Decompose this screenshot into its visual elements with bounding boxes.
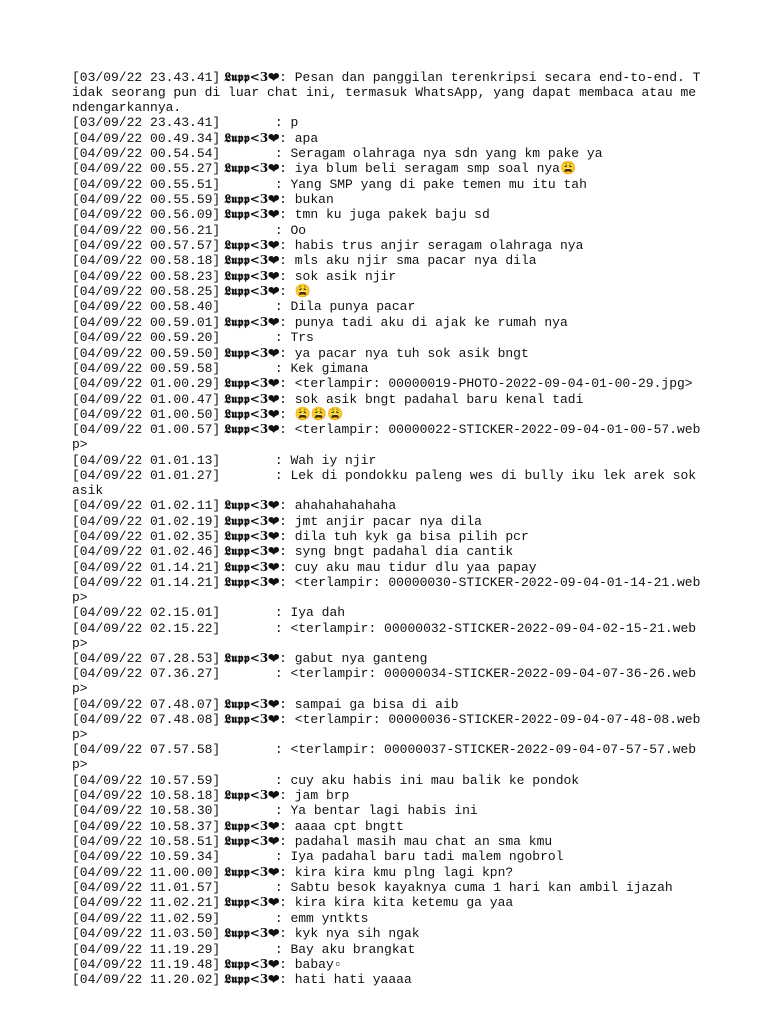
message-text: : Bay aku brangkat [220, 941, 416, 957]
chat-message [72, 253, 702, 268]
chat-message [72, 544, 702, 559]
message-sender: 𝕷𝖚𝖕𝖕<3❤ [220, 391, 280, 406]
message-text: : Pesan dan panggilan terenkripsi secara end-to-end. Tidak seorang pun di luar chat ini, termasuk WhatsApp, yang dapat membaca atau mendengarkannya. [72, 70, 701, 115]
chat-message [72, 392, 702, 407]
chat-message [72, 803, 702, 818]
chat-message [72, 942, 702, 957]
chat-message [72, 284, 702, 299]
message-sender: 𝕷𝖚𝖕𝖕<3❤ [220, 574, 280, 589]
message-text: : Dila punya pacar [220, 299, 416, 315]
message-timestamp: [04/09/22 10.59.34] [72, 849, 221, 865]
chat-message [72, 819, 702, 834]
message-text: : sampai ga bisa di aib [279, 696, 459, 712]
message-timestamp: [04/09/22 10.58.37] [72, 818, 221, 834]
message-text: : <terlampir: 00000037-STICKER-2022-09-04-07-57-57.webp> [72, 742, 697, 773]
chat-message [72, 621, 702, 651]
chat-message [72, 192, 702, 207]
message-sender: 𝕷𝖚𝖕𝖕<3❤ [220, 422, 280, 437]
message-timestamp: [03/09/22 23.43.41] [72, 115, 221, 131]
chat-message [72, 865, 702, 880]
message-sender: 𝕷𝖚𝖕𝖕<3❤ [220, 956, 280, 971]
message-timestamp: [04/09/22 01.00.29] [72, 376, 221, 392]
message-sender: 𝕷𝖚𝖕𝖕<3❤ [220, 207, 280, 222]
message-sender: 𝕷𝖚𝖕𝖕<3❤ [220, 192, 280, 207]
message-text: : kira kira kita ketemu ga yaa [279, 895, 514, 911]
message-text: : syng bngt padahal dia cantik [279, 544, 514, 560]
message-timestamp: [04/09/22 11.03.50] [72, 926, 221, 942]
message-text: : apa [279, 130, 319, 146]
message-timestamp: [04/09/22 00.55.27] [72, 161, 221, 177]
message-timestamp: [04/09/22 01.01.13] [72, 452, 221, 468]
chat-message [72, 895, 702, 910]
chat-message [72, 346, 702, 361]
chat-message [72, 651, 702, 666]
message-sender: 𝕷𝖚𝖕𝖕<3❤ [220, 696, 280, 711]
chat-message [72, 453, 702, 468]
message-timestamp: [04/09/22 11.02.59] [72, 910, 221, 926]
message-timestamp: [04/09/22 01.00.57] [72, 422, 221, 438]
message-timestamp: [04/09/22 10.58.30] [72, 803, 221, 819]
chat-message [72, 299, 702, 314]
message-text: : emm yntkts [220, 910, 369, 926]
message-text: : padahal masih mau chat an sma kmu [279, 834, 553, 850]
message-sender: 𝕷𝖚𝖕𝖕<3❤ [220, 528, 280, 543]
message-text: : Lek di pondokku paleng wes di bully iku lek arek sok asik [72, 467, 704, 498]
message-timestamp: [04/09/22 07.28.53] [72, 651, 221, 666]
message-text: : Yang SMP yang di pake temen mu itu tah [220, 176, 587, 192]
message-timestamp: [04/09/22 00.58.18] [72, 253, 221, 269]
message-text: : dila tuh kyk ga bisa pilih pcr [279, 528, 529, 544]
message-text: : Kek gimana [220, 360, 369, 376]
message-timestamp: [04/09/22 07.48.08] [72, 712, 221, 728]
message-sender: 𝕷𝖚𝖕𝖕<3❤ [220, 130, 280, 145]
message-text: : mls aku njir sma pacar nya dila [279, 253, 537, 269]
message-timestamp: [04/09/22 11.02.21] [72, 895, 221, 911]
chat-message [72, 575, 702, 605]
message-sender: 𝕷𝖚𝖕𝖕<3❤ [220, 238, 280, 253]
chat-message [72, 972, 702, 987]
message-text: : cuy aku mau tidur dlu yaa papay [279, 559, 537, 575]
message-timestamp: [04/09/22 07.57.58] [72, 742, 221, 758]
chat-message [72, 742, 702, 772]
message-text: : habis trus anjir seragam olahraga nya [279, 238, 584, 254]
message-timestamp: [04/09/22 02.15.01] [72, 605, 221, 621]
message-text: : Wah iy njir [220, 452, 377, 468]
message-timestamp: [04/09/22 10.58.51] [72, 834, 221, 850]
message-text: : Ya bentar lagi habis ini [220, 803, 478, 819]
message-timestamp: [04/09/22 00.58.40] [72, 299, 221, 315]
message-sender: 𝕷𝖚𝖕𝖕<3❤ [220, 498, 280, 513]
chat-message [72, 498, 702, 513]
message-sender: 𝕷𝖚𝖕𝖕<3❤ [220, 376, 280, 391]
message-sender: 𝕷𝖚𝖕𝖕<3❤ [220, 651, 280, 665]
message-timestamp: [04/09/22 00.55.51] [72, 176, 221, 192]
message-timestamp: [04/09/22 11.00.00] [72, 864, 221, 880]
message-timestamp: [04/09/22 01.02.35] [72, 528, 221, 544]
message-timestamp: [04/09/22 11.19.48] [72, 956, 221, 972]
message-timestamp: [04/09/22 00.58.23] [72, 268, 221, 284]
chat-message [72, 115, 702, 130]
message-text: : jmt anjir pacar nya dila [279, 513, 482, 529]
chat-message [72, 788, 702, 803]
message-timestamp: [04/09/22 01.14.21] [72, 559, 221, 575]
message-timestamp: [04/09/22 01.00.47] [72, 391, 221, 407]
message-sender: 𝕷𝖚𝖕𝖕<3❤ [220, 712, 280, 727]
chat-message [72, 529, 702, 544]
message-timestamp: [04/09/22 00.59.50] [72, 345, 221, 361]
message-text: : <terlampir: 00000019-PHOTO-2022-09-04-01-00-29.jpg> [279, 376, 693, 392]
message-timestamp: [04/09/22 11.20.02] [72, 972, 221, 988]
message-timestamp: [04/09/22 00.59.20] [72, 330, 221, 346]
message-timestamp: [04/09/22 01.14.21] [72, 574, 221, 590]
message-timestamp: [04/09/22 00.57.57] [72, 238, 221, 254]
message-sender: 𝕷𝖚𝖕𝖕<3❤ [220, 253, 280, 268]
message-timestamp: [04/09/22 00.56.21] [72, 222, 221, 238]
message-sender: 𝕷𝖚𝖕𝖕<3❤ [220, 972, 280, 987]
chat-message [72, 161, 702, 176]
message-text: : kira kira kmu plng lagi kpn? [279, 864, 514, 880]
chat-message [72, 407, 702, 422]
message-text: : jam brp [279, 788, 350, 804]
message-text: : hati hati yaaaa [279, 972, 412, 988]
message-text: : p [220, 115, 299, 131]
message-text: : Sabtu besok kayaknya cuma 1 hari kan ambil ijazah [220, 880, 673, 896]
message-timestamp: [04/09/22 10.57.59] [72, 772, 221, 788]
message-sender: 𝕷𝖚𝖕𝖕<3❤ [220, 70, 280, 84]
message-text: : <terlampir: 00000036-STICKER-2022-09-04-07-48-08.webp> [72, 712, 701, 743]
chat-message [72, 773, 702, 788]
chat-message [72, 207, 702, 222]
message-sender: 𝕷𝖚𝖕𝖕<3❤ [220, 268, 280, 283]
message-sender: 𝕷𝖚𝖕𝖕<3❤ [220, 895, 280, 910]
chat-message [72, 315, 702, 330]
message-sender: 𝕷𝖚𝖕𝖕<3❤ [220, 926, 280, 941]
message-sender: 𝕷𝖚𝖕𝖕<3❤ [220, 406, 280, 421]
message-text: : sok asik bngt padahal baru kenal tadi [279, 391, 584, 407]
chat-message [72, 376, 702, 391]
message-timestamp: [04/09/22 00.54.54] [72, 146, 221, 162]
message-sender: 𝕷𝖚𝖕𝖕<3❤ [220, 834, 280, 849]
message-sender: 𝕷𝖚𝖕𝖕<3❤ [220, 544, 280, 559]
message-timestamp: [04/09/22 00.58.25] [72, 284, 221, 300]
message-text: : Iya dah [220, 605, 346, 621]
message-timestamp: [04/09/22 07.36.27] [72, 666, 221, 682]
message-timestamp: [04/09/22 07.48.07] [72, 696, 221, 712]
message-text: : bukan [279, 192, 334, 208]
chat-message [72, 468, 702, 498]
chat-message [72, 131, 702, 146]
message-text: : gabut nya ganteng [279, 651, 428, 666]
message-text: : <terlampir: 00000034-STICKER-2022-09-04-07-36-26.webp> [72, 666, 697, 697]
message-timestamp: [04/09/22 01.01.27] [72, 467, 221, 483]
chat-message [72, 605, 702, 620]
message-timestamp: [04/09/22 01.00.50] [72, 406, 221, 422]
message-timestamp: [04/09/22 01.02.46] [72, 544, 221, 560]
message-timestamp: [04/09/22 10.58.18] [72, 788, 221, 804]
message-text: : ya pacar nya tuh sok asik bngt [279, 345, 529, 361]
message-sender: 𝕷𝖚𝖕𝖕<3❤ [220, 161, 280, 176]
message-sender: 𝕷𝖚𝖕𝖕<3❤ [220, 559, 280, 574]
message-text: : kyk nya sih ngak [279, 926, 420, 942]
chat-message [72, 666, 702, 696]
chat-message [72, 422, 702, 452]
message-sender: 𝕷𝖚𝖕𝖕<3❤ [220, 284, 280, 299]
chat-transcript [72, 70, 702, 987]
message-text: : 😩😩😩 [279, 406, 344, 422]
chat-message [72, 880, 702, 895]
message-text: : Seragam olahraga nya sdn yang km pake ya [220, 146, 603, 162]
message-text: : sok asik njir [279, 268, 397, 284]
message-timestamp: [04/09/22 00.55.59] [72, 192, 221, 208]
message-sender: 𝕷𝖚𝖕𝖕<3❤ [220, 818, 280, 833]
message-timestamp: [04/09/22 01.02.19] [72, 513, 221, 529]
chat-message [72, 238, 702, 253]
message-text: : <terlampir: 00000030-STICKER-2022-09-04-01-14-21.webp> [72, 574, 701, 605]
chat-message [72, 697, 702, 712]
message-text: : cuy aku habis ini mau balik ke pondok [220, 772, 580, 788]
message-timestamp: [04/09/22 11.19.29] [72, 941, 221, 957]
chat-message [72, 514, 702, 529]
message-timestamp: [04/09/22 02.15.22] [72, 620, 221, 636]
message-text: : <terlampir: 00000022-STICKER-2022-09-04-01-00-57.webp> [72, 422, 701, 453]
message-sender: 𝕷𝖚𝖕𝖕<3❤ [220, 788, 280, 803]
chat-message [72, 330, 702, 345]
chat-message [72, 70, 702, 115]
message-text: : aaaa cpt bngtt [279, 818, 404, 834]
chat-message [72, 712, 702, 742]
message-sender: 𝕷𝖚𝖕𝖕<3❤ [220, 314, 280, 329]
message-sender: 𝕷𝖚𝖕𝖕<3❤ [220, 345, 280, 360]
chat-message [72, 361, 702, 376]
chat-message [72, 146, 702, 161]
message-timestamp: [04/09/22 01.02.11] [72, 498, 221, 514]
chat-message [72, 269, 702, 284]
chat-message [72, 849, 702, 864]
message-text: : 😩 [279, 284, 311, 300]
chat-message [72, 957, 702, 972]
chat-message [72, 560, 702, 575]
message-text: : iya blum beli seragam smp soal nya😩 [279, 161, 577, 177]
message-text: : <terlampir: 00000032-STICKER-2022-09-04-02-15-21.webp> [72, 620, 697, 651]
message-timestamp: [04/09/22 00.49.34] [72, 130, 221, 146]
chat-message [72, 223, 702, 238]
message-timestamp: [04/09/22 11.01.57] [72, 880, 221, 896]
message-text: : babay▫ [279, 956, 342, 972]
message-sender: 𝕷𝖚𝖕𝖕<3❤ [220, 513, 280, 528]
message-text: : punya tadi aku di ajak ke rumah nya [279, 314, 568, 330]
chat-message [72, 177, 702, 192]
message-text: : Trs [220, 330, 314, 346]
chat-message [72, 911, 702, 926]
message-timestamp: [04/09/22 00.56.09] [72, 207, 221, 223]
message-timestamp: [04/09/22 00.59.58] [72, 360, 221, 376]
message-timestamp: [03/09/22 23.43.41] [72, 70, 221, 85]
message-text: : ahahahahahaha [279, 498, 397, 514]
chat-message [72, 926, 702, 941]
message-text: : tmn ku juga pakek baju sd [279, 207, 490, 223]
message-sender: 𝕷𝖚𝖕𝖕<3❤ [220, 864, 280, 879]
message-text: : Iya padahal baru tadi malem ngobrol [220, 849, 564, 865]
chat-message [72, 834, 702, 849]
message-text: : Oo [220, 222, 307, 238]
message-timestamp: [04/09/22 00.59.01] [72, 314, 221, 330]
